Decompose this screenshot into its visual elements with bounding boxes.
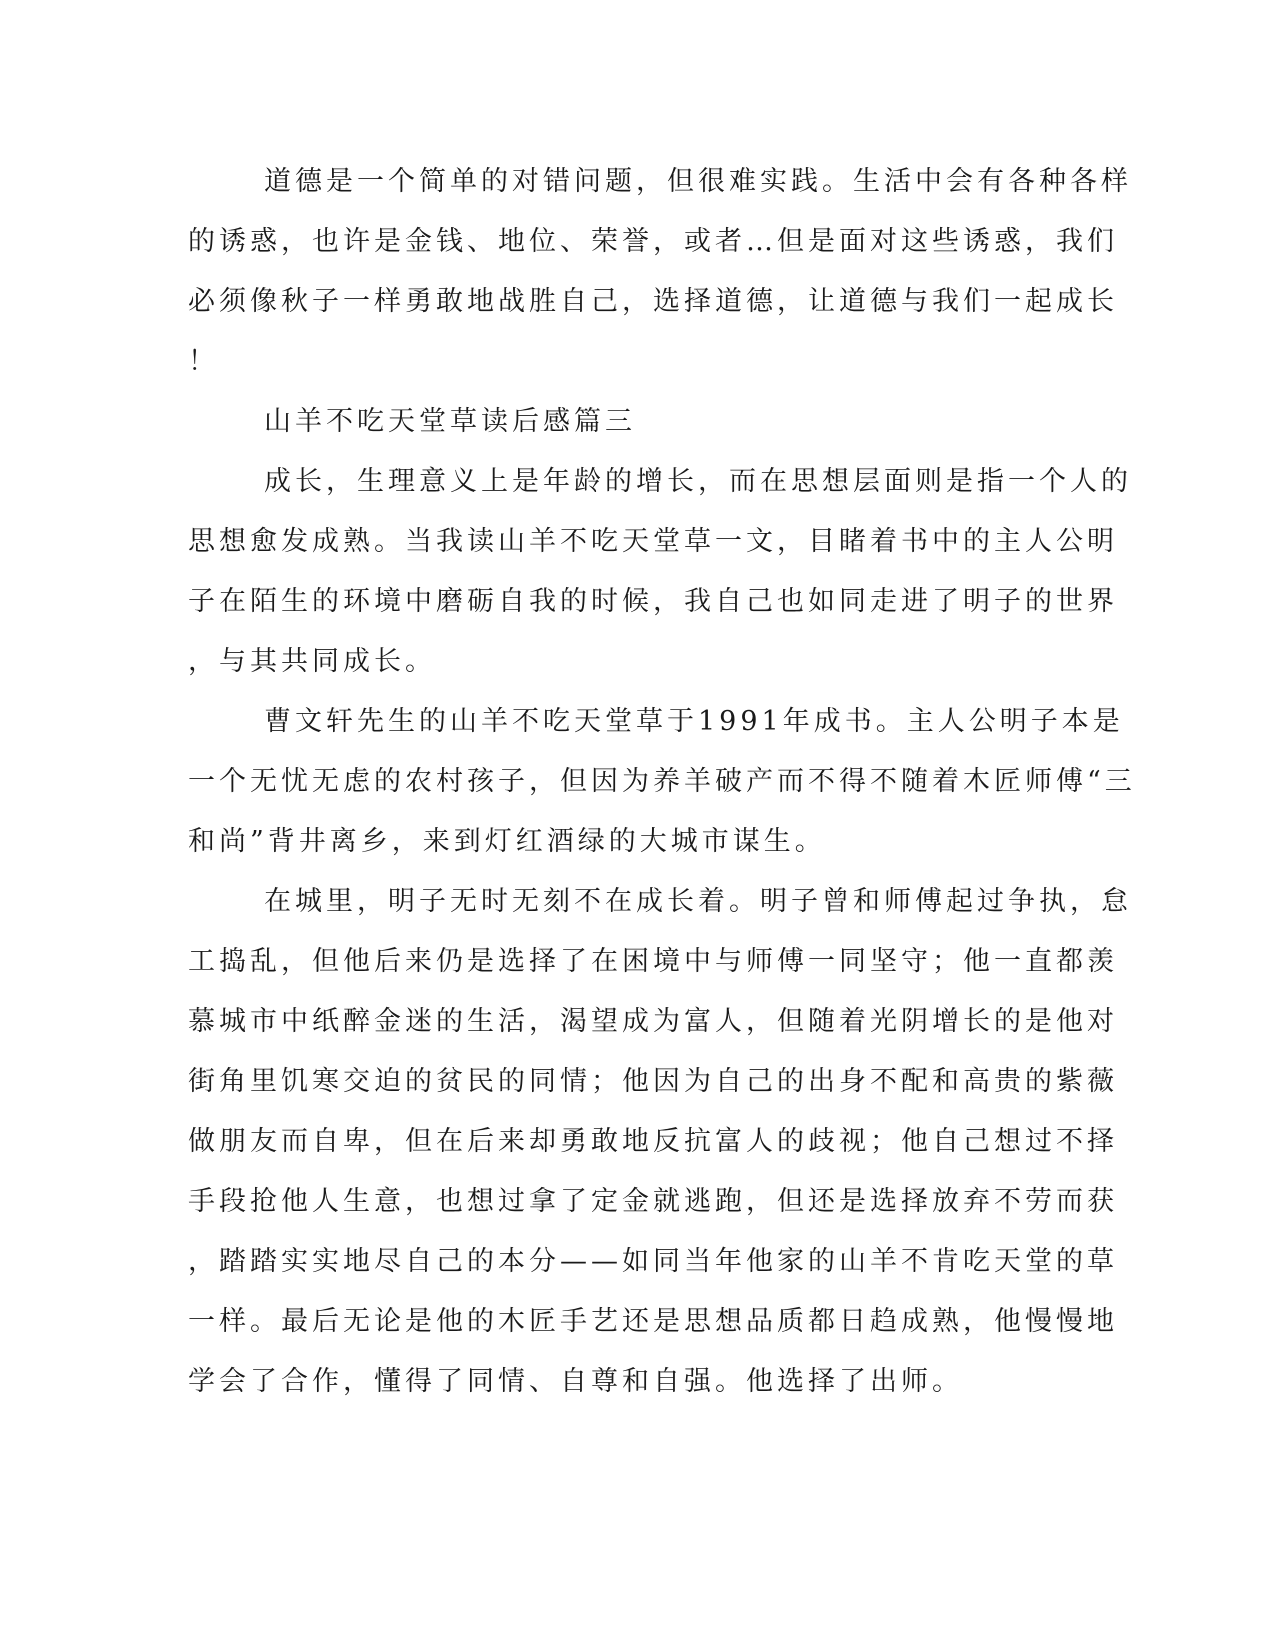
paragraph-line: 学会了合作，懂得了同情、自尊和自强。他选择了出师。 bbox=[188, 1366, 963, 1397]
paragraph-line: 做朋友而自卑，但在后来却勇敢地反抗富人的歧视；他自己想过不择 bbox=[188, 1126, 1118, 1157]
paragraph-line: 思想愈发成熟。当我读山羊不吃天堂草一文，目睹着书中的主人公明 bbox=[188, 526, 1118, 557]
paragraph-line: ，踏踏实实地尽自己的本分——如同当年他家的山羊不肯吃天堂的草 bbox=[188, 1246, 1118, 1277]
body-text bbox=[188, 152, 1136, 1412]
paragraph-line: 一个无忧无虑的农村孩子，但因为养羊破产而不得不随着木匠师傅“三 bbox=[188, 766, 1136, 797]
paragraph-line: 工捣乱，但他后来仍是选择了在困境中与师傅一同坚守；他一直都羡 bbox=[188, 946, 1118, 977]
paragraph-line: ，与其共同成长。 bbox=[188, 646, 436, 677]
paragraph-line: 一样。最后无论是他的木匠手艺还是思想品质都日趋成熟，他慢慢地 bbox=[188, 1306, 1118, 1337]
paragraph-line: 街角里饥寒交迫的贫民的同情；他因为自己的出身不配和高贵的紫薇 bbox=[188, 1066, 1118, 1097]
paragraph-line: 成长，生理意义上是年龄的增长，而在思想层面则是指一个人的 bbox=[264, 466, 1132, 497]
paragraph-line: 的诱惑，也许是金钱、地位、荣誉，或者…但是面对这些诱惑，我们 bbox=[188, 226, 1118, 257]
paragraph-line: 手段抢他人生意，也想过拿了定金就逃跑，但还是选择放弃不劳而获 bbox=[188, 1186, 1118, 1217]
paragraph-line: 和尚”背井离乡，来到灯红酒绿的大城市谋生。 bbox=[188, 826, 826, 857]
section-heading: 山羊不吃天堂草读后感篇三 bbox=[264, 406, 636, 437]
paragraph-line: 必须像秋子一样勇敢地战胜自己，选择道德，让道德与我们一起成长 bbox=[188, 286, 1118, 317]
paragraph-line: 子在陌生的环境中磨砺自我的时候，我自己也如同走进了明子的世界 bbox=[188, 586, 1118, 617]
paragraph-line: ！ bbox=[188, 346, 219, 377]
paragraph-line: 慕城市中纸醉金迷的生活，渴望成为富人，但随着光阴增长的是他对 bbox=[188, 1006, 1118, 1037]
paragraph-line: 在城里，明子无时无刻不在成长着。明子曾和师傅起过争执，怠 bbox=[264, 886, 1132, 917]
paragraph-line: 道德是一个简单的对错问题，但很难实践。生活中会有各种各样 bbox=[264, 166, 1132, 197]
paragraph-line: 曹文轩先生的山羊不吃天堂草于1991年成书。主人公明子本是 bbox=[264, 706, 1124, 737]
